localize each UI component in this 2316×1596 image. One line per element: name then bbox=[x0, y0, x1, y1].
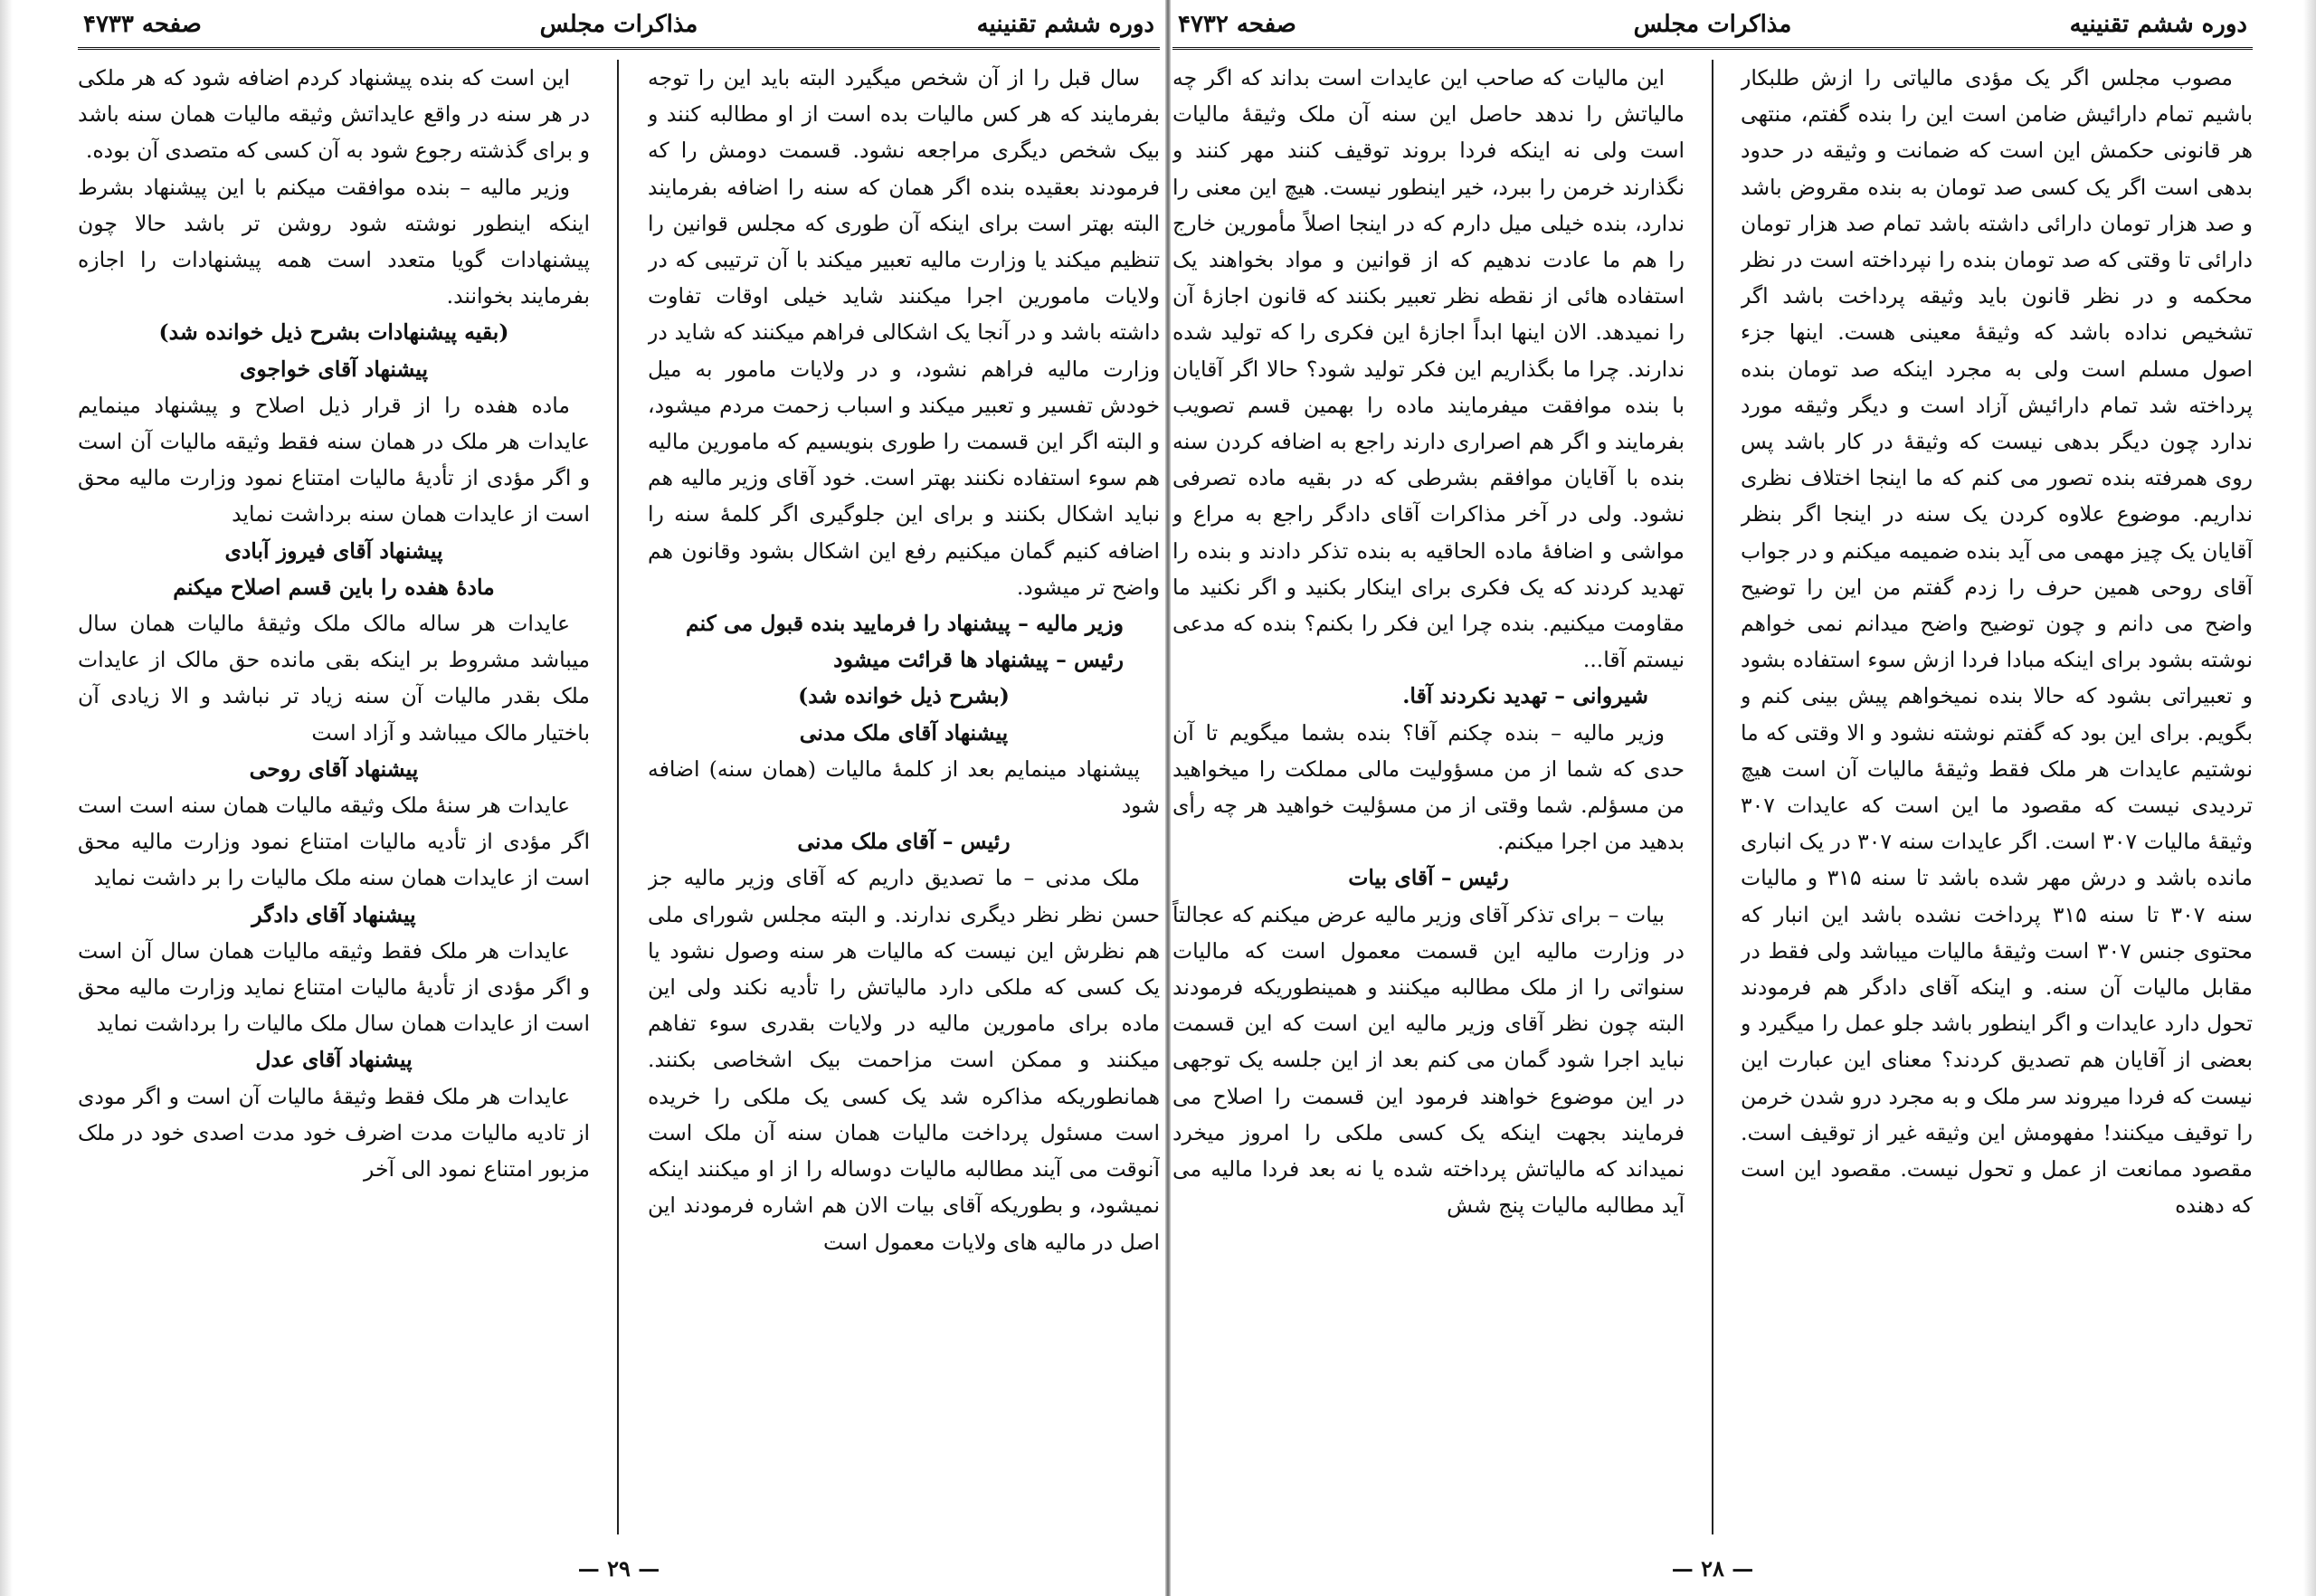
left-page-left-column-paragraph: پیشنهاد آقای دادگر bbox=[252, 901, 416, 927]
left-page-right-column-paragraph: پیشنهاد آقای ملک مدنی bbox=[799, 719, 1009, 746]
left-page-header bbox=[78, 7, 1160, 50]
left-page-left-column-paragraph: ماده هفده را از قرار ذیل اصلاح و پیشنهاد مینمایم عایدات هر ملک در همان سنه فقط وثیقه مالیات آن است و اگر مؤدی از تأدیهٔ مالیات امتناع نمود وزارت مالیه محق است از عایدات همان سنه برداشت نماید bbox=[78, 392, 590, 527]
left-page-right-column-paragraph: رئیس – آقای ملک مدنی bbox=[797, 829, 1011, 855]
left-page-left-column-paragraph: عایدات هر ملک فقط وثیقهٔ مالیات آن است و اگر مودی از تادیه مالیات مدت اضرف خود مدت اصدی خود در ملک مزبور امتناع نمود الی آخر bbox=[78, 1083, 590, 1183]
right-page-left-column-paragraph: این مالیات که صاحب این عایدات است بداند که اگر چه مالیاتش را ندهد حاصل این سنه آن ملک وثیقهٔ مالیات است ولی نه اینکه فردا بروند توقیف کنند مهر کنند و نگذارند خرمن را ببرد، خیر اینطور نیست. هیچ این معنی را ندارد، بنده خیلی میل دارم که در اینجا اصلاً مأمورین خارج را هم ما عادت ندهیم که از قوانین و مواد بخواهند یک استفاده هائی از نقطه نظر تعبیر بکنند که قانون اجازهٔ آن را نمیدهد. الان اینها ابداً اجازهٔ این فکری را که تولید شده ندارند. چرا ما بگذاریم این فکر تولید شود؟ حالا اگر آقایان با بنده موافقت میفرمایند ماده را بهمین قسم تصویب بفرمایند و اگر هم اصراری دارند راجع به اضافه کردن سنه بنده با آقایان موافقم بشرطی که در بقیه ماده تصرفی نشود. ولی در آخر مذاکرات آقای دادگر راجع به مراع و مواشی و اضافهٔ ماده الحاقیه به بنده تذکر دادند و بنده را تهدید کردند که یک فکری برای اینکار بکنید و اگر نکنید ما مقاومت میکنیم. بنده چرا این فکر را بکنم؟ بنده که مدعی نیستم آقا... bbox=[1172, 65, 1685, 673]
left-page-left-column-paragraph: وزیر مالیه – بنده موافقت میکنم با این پیشنهاد بشرط اینکه اینطور نوشته شود روشن تر باشد حالا چون پیشنهادات گویا متعدد است همه پیشنهادات را اجازه بفرمایند بخوانند. bbox=[78, 174, 590, 309]
right-page-left-column bbox=[1172, 60, 1685, 1534]
left-page-left-column-paragraph: عایدات هر ملک فقط وثیقه مالیات همان سال آن است و اگر مؤدی از تأدیهٔ مالیات امتناع نماید وزارت مالیه محق است از عایدات همان سال ملک مالیات را برداشت نماید bbox=[78, 937, 590, 1037]
right-page-column-rule bbox=[1712, 60, 1713, 1534]
left-page-left-column-paragraph: این است که بنده پیشنهاد کردم اضافه شود که هر ملکی در هر سنه در واقع عایداتش وثیقه مالیات همان سنه باشد و برای گذشته رجوع شود به آن کسی که متصدی آن بوده. bbox=[78, 65, 590, 164]
page-edge-shadow-right bbox=[2303, 0, 2316, 1596]
right-page-right-column bbox=[1741, 60, 2253, 1534]
right-page-session-label: دوره ششم تقنینیه bbox=[2069, 11, 2247, 38]
left-page-right-column bbox=[648, 60, 1160, 1534]
right-page-right-column-paragraph: مصوب مجلس اگر یک مؤدی مالیاتی را ازش طلبکار باشیم تمام دارائیش ضامن است این را بنده گفتم، منتهی هر قانونی حکمش این است که ضمانت و وثیقه در حدود بدهی است اگر یک کسی صد تومان به بنده مقروض باشد و صد هزار تومان دارائی داشته باشد تمام صد هزار تومان دارائی تا وقتی که صد تومان بنده را نپرداخته است در نظر محکمه و در نظر قانون باید وثیقه پرداخت باشد اگر تشخیص نداده باشد که وثیقهٔ معینی هست. اینها جزء اصول مسلم است ولی به مجرد اینکه صد تومان بنده پرداخته شد تمام دارائیش آزاد است و دیگر وثیقه مورد ندارد چون دیگر بدهی نیست که وثیقهٔ در کار باشد پس روی همرفته بنده تصور می کنم که ما اینجا اختلاف نظری نداریم. موضوع علاوه کردن یک سنه در اینجا اگر بنظر آقایان یک چیز مهمی می آید بنده ضمیمه میکنم و در جواب آقای روحی همین حرف را زدم گفتم من این را توضیح واضح می دانم و چون توضیح واضح میدانم نمی خواهم نوشته بشود برای اینکه مبادا فردا ازش سوء استفاده بشود و تعبیراتی بشود که حالا بنده نمیخواهم پیش بینی کنم و بگویم. برای این بود که گفتم نوشته نشود و الا وقتی که ما نوشتیم عایدات هر ملک فقط وثیقهٔ مالیات آن است هیچ تردیدی نیست که مقصود ما این است که عایدات ۳۰۷ وثیقهٔ مالیات ۳۰۷ است. اگر عایدات سنه ۳۰۷ در یک انباری مانده باشد و درش مهر شده باشد تا سنه ۳۱۵ و مالیات سنه ۳۰۷ تا سنه ۳۱۵ پرداخت نشده باشد این انبار که محتوی جنس ۳۰۷ است وثیقهٔ مالیات میباشد ولی فقط در مقابل مالیات آن سنه. و اینکه آقای دادگر هم فرمودند تحول دارد عایدات و اگر اینطور باشد جلو عمل را میگیرد و بعضی از آقایان هم تصدیق کردند؟ معنای این عبارت این نیست که فردا میروند سر ملک و به مجرد درو شدن خرمن را توقیف میکنند! مفهومش این وثیقه غیر از توقیف است. مقصود ممانعت از عمل و تحول نیست. مقصود این است که دهنده bbox=[1741, 65, 2253, 1219]
left-page-folio: — ۲۹ — bbox=[577, 1555, 660, 1582]
left-page-left-column-paragraph: عایدات هر ساله مالک ملک وثیقهٔ مالیات همان سال میباشد مشروط بر اینکه بقی مانده حق مالک از عایدات ملک بقدر مالیات آن سنه زیاد تر نباشد و الا زیادی آن باختیار مالک میباشد و آزاد است bbox=[78, 611, 590, 746]
left-page bbox=[78, 7, 1160, 1589]
book-gutter bbox=[1165, 0, 1171, 1596]
right-page-left-column-paragraph: شیروانی – تهدید نکردند آقا. bbox=[1402, 683, 1648, 709]
right-page-header bbox=[1172, 7, 2253, 50]
page-edge-shadow-left bbox=[0, 0, 13, 1596]
right-page-page-number: صفحه ۴۷۳۲ bbox=[1178, 11, 1296, 38]
left-page-left-column-paragraph: پیشنهاد آقای خواجوی bbox=[239, 356, 429, 382]
left-page-left-column-paragraph: پیشنهاد آقای فیروز آبادی bbox=[224, 537, 443, 564]
left-page-column-rule bbox=[617, 60, 619, 1534]
left-page-session-label: دوره ششم تقنینیه bbox=[976, 11, 1154, 38]
left-page-left-column bbox=[78, 60, 590, 1534]
left-page-left-column-paragraph: پیشنهاد آقای عدل bbox=[255, 1047, 413, 1073]
right-page-folio: — ۲۸ — bbox=[1671, 1555, 1754, 1582]
right-page-left-column-paragraph: وزیر مالیه – بنده چکنم آقا؟ بنده بشما میگویم تا آن حدی که شما از من مسؤولیت مالی مملکت را میخواهید من مسؤلم. شما وقتی از من مسؤلیت خواهید هر چه رأی بدهید من اجرا میکنم. bbox=[1172, 719, 1685, 855]
left-page-page-number: صفحه ۴۷۳۳ bbox=[83, 11, 202, 38]
right-page-journal-title: مذاکرات مجلس bbox=[1633, 11, 1792, 38]
left-page-left-column-paragraph: (بقیه پیشنهادات بشرح ذیل خوانده شد) bbox=[158, 319, 509, 346]
left-page-right-column-paragraph: وزیر مالیه – پیشنهاد را فرمایید بنده قبول می کنم bbox=[685, 611, 1124, 637]
left-page-right-column-paragraph: ملک مدنی – ما تصدیق داریم که آقای وزیر مالیه جز حسن نظر نظر دیگری ندارند. و البته مجلس شورای ملی هم نظرش این نیست که مالیات هر سنه وصول نشود یا یک کسی که ملکی دارد مالیاتش را تأدیه نکند ولی این ماده برای مامورین مالیه در ولایات بقدری سوء تفاهم میکنند و ممکن است مزاحمت بیک اشخاصی بکنند. همانطوریکه مذاکره شد یک کسی یک ملکی را خریده است مسئول پرداخت مالیات همان سنه آن ملک است آنوقت می آیند مطالبه مالیات دوساله را از او میکنند اینکه نمیشود، و بطوریکه آقای بیات الان هم اشاره فرمودند این اصل در مالیه های ولایات معمول است bbox=[648, 865, 1160, 1255]
right-page-left-column-paragraph: بیات – برای تذکر آقای وزیر مالیه عرض میکنم که عجالتاً در وزارت مالیه این قسمت معمول است که مالیات سنواتی را از ملک مطالبه میکنند و همینطوریکه فرمودند البته چون نظر آقای وزیر مالیه این است که این قسمت نباید اجرا شود گمان می کنم بعد از این جلسه یک توجهی در این موضوع خواهند فرمود این قسمت را اصلاح می فرمایند بجهت اینکه یک کسی ملکی را امروز میخرد نمیداند که مالیاتش پرداخته شده یا نه بعد فردا مالیه می آید مطالبه مالیات پنج شش bbox=[1172, 901, 1685, 1219]
left-page-right-column-paragraph: پیشنهاد مینمایم بعد از کلمهٔ مالیات (همان سنه) اضافه شود bbox=[648, 755, 1160, 819]
left-page-journal-title: مذاکرات مجلس bbox=[539, 11, 698, 38]
left-page-right-column-paragraph: سال قبل را از آن شخص میگیرد البته باید این را توجه بفرمایند که هر کس مالیات بده است از او مطالبه کنند و بیک شخص دیگری مراجعه نشود. قسمت دومش را که فرمودند بعقیده بنده اگر همان که سنه را اضافه بفرمایند البته بهتر است برای اینکه آن طوری که مجلس قوانین را تنظیم میکند یا وزارت مالیه تعبیر میکند با آن ترتیبی که در ولایات مامورین اجرا میکنند شاید خیلی اوقات تفاوت داشته باشد و در آنجا یک اشکالی فراهم میکنند که شاید در وزارت مالیه فراهم نشود، و در ولایات مامور به میل خودش تفسیر و تعبیر میکند و اسباب زحمت مردم میشود، و البته اگر این قسمت را طوری بنویسیم که مامورین مالیه هم سوء استفاده نکنند بهتر است. خود آقای وزیر مالیه هم نباید اشکال بکنند و برای این جلوگیری اگر کلمهٔ سنه را اضافه کنیم گمان میکنیم رفع این اشکال بشود وقانون هم واضح تر میشود. bbox=[648, 65, 1160, 600]
right-page bbox=[1172, 7, 2253, 1589]
left-page-left-column-paragraph: مادهٔ هفده را باین قسم اصلاح میکنم bbox=[173, 574, 495, 600]
left-page-left-column-paragraph: عایدات هر سنهٔ ملک وثیقه مالیات همان سنه است است اگر مؤدی از تأدیه مالیات امتناع نمود وزارت مالیه محق است از عایدات همان سنه ملک مالیات را بر داشت نماید bbox=[78, 793, 590, 891]
left-page-right-column-paragraph: رئیس – پیشنهاد ها قرائت میشود bbox=[833, 647, 1124, 673]
left-page-left-column-paragraph: پیشنهاد آقای روحی bbox=[249, 755, 419, 782]
left-page-right-column-paragraph: (بشرح ذیل خوانده شد) bbox=[798, 683, 1010, 709]
right-page-left-column-paragraph: رئیس – آقای بیات bbox=[1348, 865, 1509, 891]
